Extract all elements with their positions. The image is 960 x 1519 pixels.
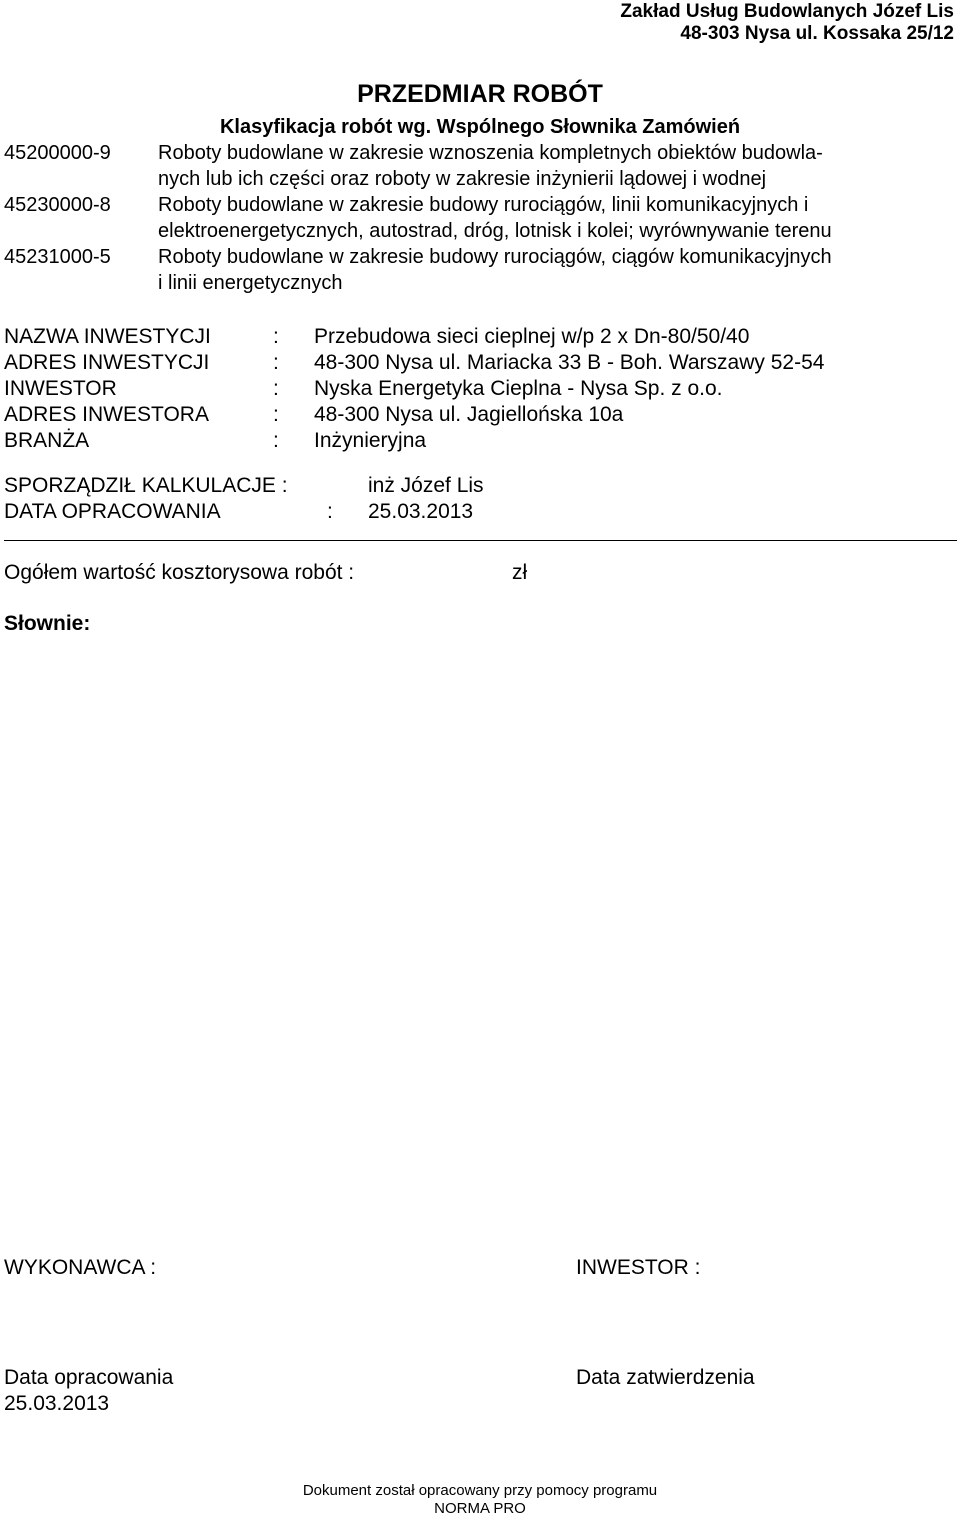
field-value: Nyska Energetyka Cieplna - Nysa Sp. z o.o. [314,377,723,400]
approval-date-label: Data zatwierdzenia [576,1366,755,1389]
classification-desc: Roboty budowlane w zakresie budowy rurociągów, ciągów komunikacyjnych [158,246,832,268]
field-label: NAZWA INWESTYCJI [4,325,211,348]
contractor-label: WYKONAWCA : [4,1256,157,1279]
classification-code: 45230000-8 [4,194,111,216]
field-value: Przebudowa sieci cieplnej w/p 2 x Dn-80/50/40 [314,325,750,348]
field-colon: : [273,377,279,400]
total-value-label: Ogółem wartość kosztorysowa robót : [4,561,355,584]
total-currency: zł [512,561,528,584]
preparation-date-label: Data opracowania [4,1366,174,1389]
field-value: Inżynieryjna [314,429,427,452]
footer-program: NORMA PRO [434,1500,526,1517]
prepared-by-value: inż Józef Lis [368,474,484,497]
field-colon: : [273,351,279,374]
classification-desc: elektroenergetycznych, autostrad, dróg, lotnisk i kolei; wyrównywanie terenu [158,220,832,242]
field-label: ADRES INWESTORA [4,403,209,426]
field-colon: : [273,429,279,452]
prepared-date-label: DATA OPRACOWANIA [4,500,221,523]
divider [4,540,957,541]
classification-desc: i linii energetycznych [158,272,343,294]
amount-in-words-label: Słownie: [4,612,91,635]
field-label: BRANŻA [4,429,90,452]
investor-label: INWESTOR : [576,1256,701,1279]
preparation-date-value: 25.03.2013 [4,1392,110,1415]
classification-desc: nych lub ich części oraz roboty w zakresie inżynierii lądowej i wodnej [158,168,767,190]
field-label: ADRES INWESTYCJI [4,351,210,374]
company-address: 48-303 Nysa ul. Kossaka 25/12 [680,23,954,44]
field-label: INWESTOR [4,377,117,400]
prepared-date-colon: : [327,500,333,523]
company-name: Zakład Usług Budowlanych Józef Lis [620,1,954,22]
field-value: 48-300 Nysa ul. Mariacka 33 B - Boh. Warszawy 52-54 [314,351,825,374]
document-title: PRZEDMIAR ROBÓT [357,80,603,108]
footer-note: Dokument został opracowany przy pomocy programu [302,1482,658,1499]
classification-title: Klasyfikacja robót wg. Wspólnego Słownika Zamówień [219,116,741,138]
prepared-date-value: 25.03.2013 [368,500,474,523]
classification-code: 45200000-9 [4,142,111,164]
field-colon: : [273,403,279,426]
classification-desc: Roboty budowlane w zakresie budowy rurociągów, linii komunikacyjnych i [158,194,809,216]
classification-code: 45231000-5 [4,246,111,268]
classification-desc: Roboty budowlane w zakresie wznoszenia kompletnych obiektów budowla- [158,142,823,164]
prepared-by-label: SPORZĄDZIŁ KALKULACJE : [4,474,288,497]
field-value: 48-300 Nysa ul. Jagiellońska 10a [314,403,624,426]
field-colon: : [273,325,279,348]
